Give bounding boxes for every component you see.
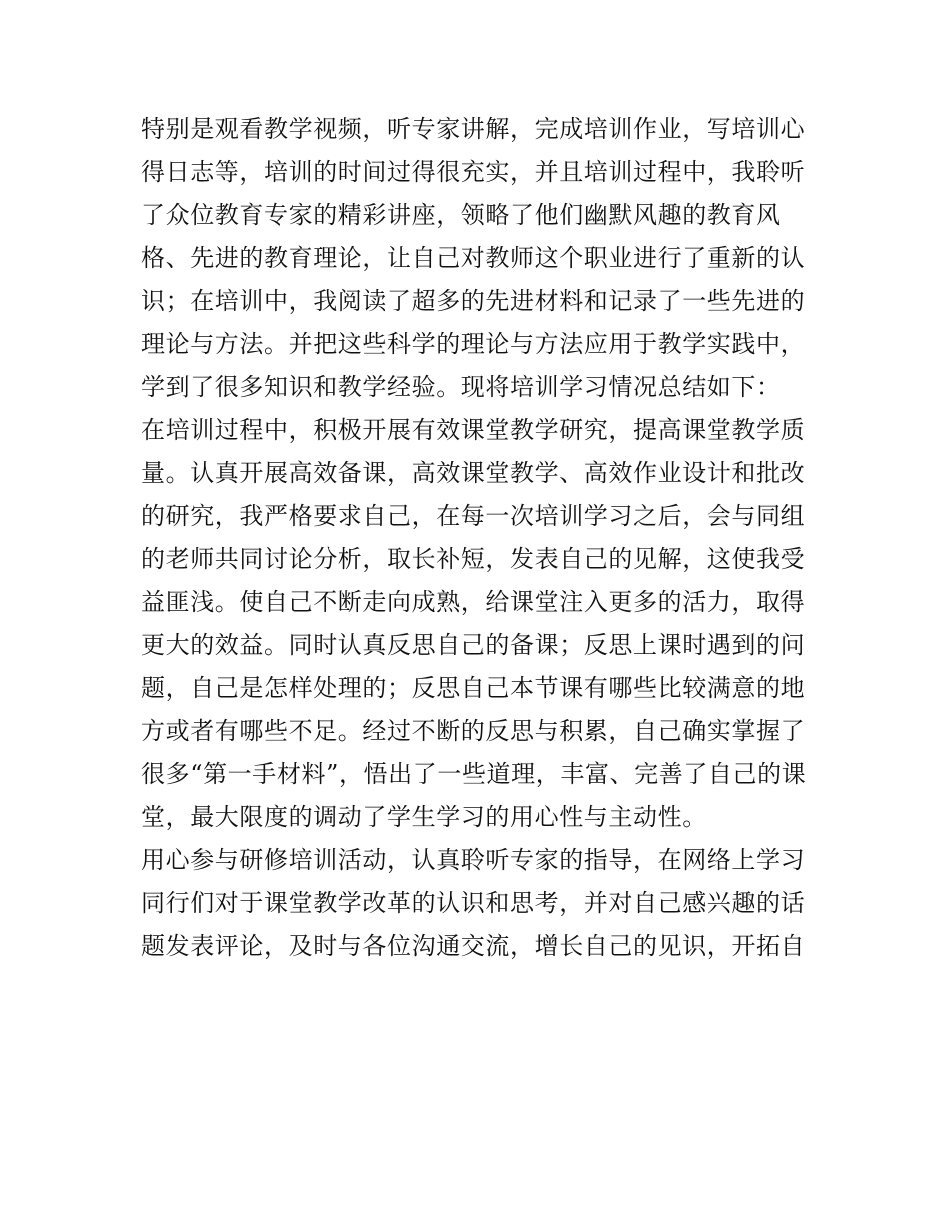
text-line: 益匪浅。使自己不断走向成熟，给课堂注入更多的活力，取得 xyxy=(141,588,806,616)
text-line: 方或者有哪些不足。经过不断的反思与积累，自己确实掌握了 xyxy=(141,717,806,745)
text-line: 的老师共同讨论分析，取长补短，发表自己的见解，这使我受 xyxy=(141,545,806,573)
text-line: 题，自己是怎样处理的；反思自己本节课有哪些比较满意的地 xyxy=(141,674,806,702)
text-line: 堂，最大限度的调动了学生学习的用心性与主动性。 xyxy=(141,803,707,831)
text-line: 量。认真开展高效备课，高效课堂教学、高效作业设计和批改 xyxy=(141,459,806,487)
text-line: 更大的效益。同时认真反思自己的备课；反思上课时遇到的问 xyxy=(141,631,806,659)
text-line: 得日志等，培训的时间过得很充实，并且培训过程中，我聆听 xyxy=(141,158,806,186)
text-line: 识；在培训中，我阅读了超多的先进材料和记录了一些先进的 xyxy=(141,287,806,315)
text-line: 的研究，我严格要求自己，在每一次培训学习之后，会与同组 xyxy=(141,502,806,530)
text-line: 用心参与研修培训活动，认真聆听专家的指导，在网络上学习 xyxy=(141,846,806,874)
text-line: 理论与方法。并把这些科学的理论与方法应用于教学实践中， xyxy=(141,330,806,358)
text-line: 很多“第一手材料”，悟出了一些道理，丰富、完善了自己的课 xyxy=(141,760,807,788)
text-line: 题发表评论，及时与各位沟通交流，增长自己的见识，开拓自 xyxy=(141,932,806,960)
text-line: 同行们对于课堂教学改革的认识和思考，并对自己感兴趣的话 xyxy=(141,889,806,917)
text-line: 在培训过程中，积极开展有效课堂教学研究，提高课堂教学质 xyxy=(141,416,806,444)
text-line: 学到了很多知识和教学经验。现将培训学习情况总结如下： xyxy=(141,373,781,401)
text-line: 格、先进的教育理论，让自己对教师这个职业进行了重新的认 xyxy=(141,244,806,272)
text-line: 了众位教育专家的精彩讲座，领略了他们幽默风趣的教育风 xyxy=(141,201,781,229)
text-line: 特别是观看教学视频，听专家讲解，完成培训作业，写培训心 xyxy=(141,115,806,143)
